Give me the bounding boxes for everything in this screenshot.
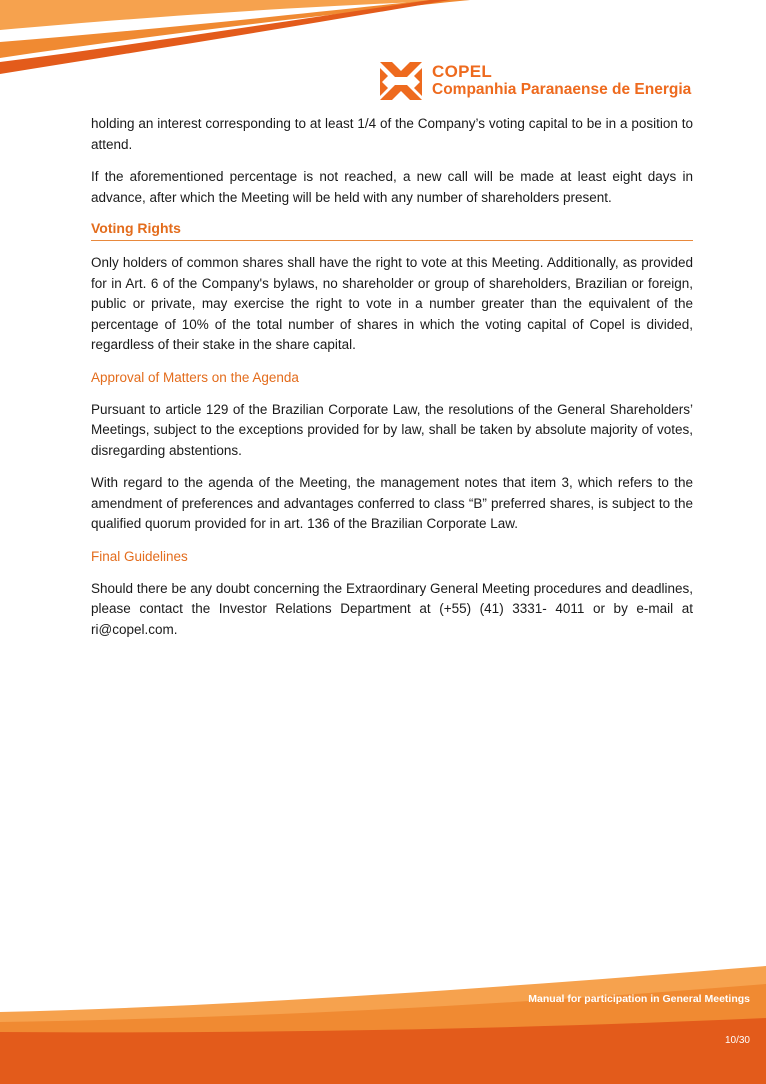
subheading-approval: Approval of Matters on the Agenda	[91, 369, 299, 385]
copel-logo	[378, 58, 691, 104]
paragraph: Should there be any doubt concerning the Extraordinary General Meeting procedures and deadlines, please contact the Investor Relations Department at (+55) (41) 3331- 4011 or by e-mail at ri@copel.com.	[91, 580, 693, 637]
paragraph: holding an interest corresponding to at least 1/4 of the Company’s voting capital to be in a position to attend.	[91, 116, 693, 152]
paragraph: If the aforementioned percentage is not reached, a new call will be made at least eight days in advance, after which the Meeting will be held with any number of shareholders present.	[91, 169, 693, 205]
subheading-final-guidelines: Final Guidelines	[91, 548, 188, 564]
page-number: 10/30	[724, 1035, 750, 1046]
document-body	[91, 114, 693, 652]
paragraph: Pursuant to article 129 of the Brazilian Corporate Law, the resolutions of the General Shareholders’ Meetings, subject to the exceptions provided for by law, shall be taken by absolute majority of votes, disregarding abstentions.	[91, 401, 693, 458]
section-heading-voting-rights: Voting Rights	[91, 220, 693, 241]
footer-swoosh	[0, 960, 766, 1084]
copel-logo-icon	[378, 58, 424, 104]
paragraph: Only holders of common shares shall have the right to vote at this Meeting. Additionally, as provided for in Art. 6 of the Company's bylaws, no shareholder or group of shareholders, Brazilian or foreign, public or private, may exercise the right to vote in a number greater than the equivalent of the percentage of 10% of the total number of shares in which the voting capital of Copel is divided, regardless of their stake in the share capital.	[91, 255, 693, 352]
brand-full-name: Companhia Paranaense de Energia	[432, 81, 692, 98]
footer-document-title: Manual for participation in General Meetings	[528, 993, 750, 1005]
paragraph: With regard to the agenda of the Meeting, the management notes that item 3, which refers to the amendment of preferences and advantages conferred to class “B” preferred shares, is subject to the qualified quorum provided for in art. 136 of the Brazilian Corporate Law.	[91, 475, 693, 531]
brand-name: COPEL	[432, 62, 493, 81]
